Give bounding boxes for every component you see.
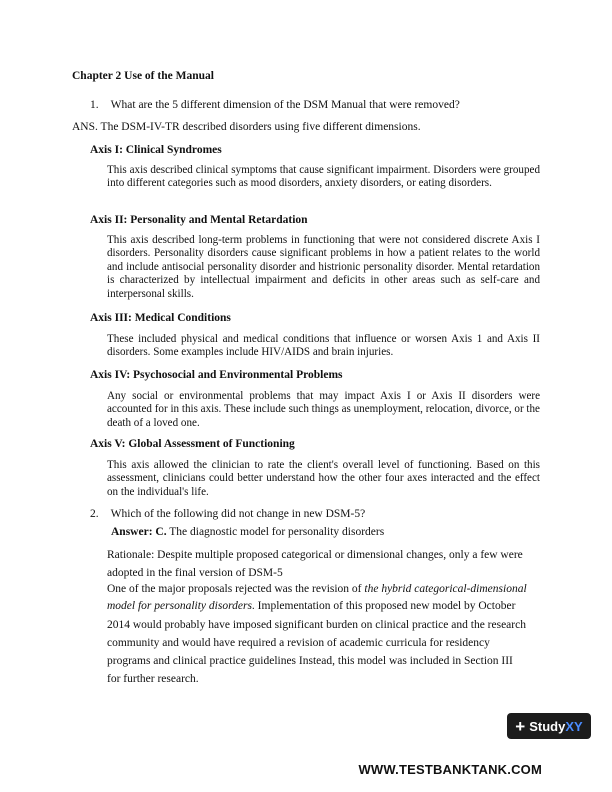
footer-url: WWW.TESTBANKTANK.COM <box>358 762 542 777</box>
rationale-word: adopted <box>107 567 144 580</box>
rationale-line: for further research. <box>107 673 199 686</box>
rationale-block <box>107 546 540 688</box>
axis-heading: Axis III: Medical Conditions <box>90 312 231 324</box>
axis-heading: Axis IV: Psychosocial and Environmental Problems <box>90 369 343 381</box>
axis-description: This axis allowed the clinician to rate the client's overall level of functioning. Based on this assessment, clinicians could better understand how the other four axes interacted and the effect on the individual's life. <box>107 459 540 498</box>
rationale-line-justified <box>107 564 540 582</box>
rationale-line: programs and clinical practice guidelines Instead, this model was included in Section III <box>107 655 513 668</box>
axis-heading: Axis I: Clinical Syndromes <box>90 144 222 156</box>
chapter-title: Chapter 2 Use of the Manual <box>72 70 214 82</box>
rationale-italic-text: model for personality disorders <box>107 600 252 613</box>
rationale-line <box>107 597 540 615</box>
rationale-text: . Implementation of this proposed new model by October <box>251 600 516 613</box>
rationale-italic-text: the hybrid categorical-dimensional <box>364 583 527 596</box>
rationale-word: of <box>235 567 246 580</box>
question-text: What are the 5 different dimension of the DSM Manual that were removed? <box>110 99 460 111</box>
axis-heading: Axis V: Global Assessment of Functioning <box>90 438 295 450</box>
axis-description: This axis described long-term problems in functioning that were not considered discrete Axis I disorders. Personality disorders cause significant problems in how a patient relates to the world and include antisocial personality disorder and histrionic personality disorder. Mental retardation is characterized by intellectual impairment and deficits in other areas such as self-care and interpersonal skills. <box>107 234 540 300</box>
rationale-line <box>107 582 540 597</box>
question-number: 1. <box>90 99 99 111</box>
rationale-word: final <box>175 567 197 580</box>
answer-line <box>111 526 384 538</box>
answer-intro: ANS. The DSM-IV-TR described disorders using five different dimensions. <box>72 121 421 133</box>
question-2 <box>90 508 365 520</box>
rationale-word: in <box>146 567 156 580</box>
badge-brand: StudyXY <box>529 718 583 734</box>
rationale-word: version <box>199 567 233 580</box>
axis-heading: Axis II: Personality and Mental Retardation <box>90 214 308 226</box>
rationale-line: 2014 would probably have imposed significant burden on clinical practice and the research <box>107 618 526 631</box>
rationale-word: the <box>158 567 173 580</box>
question-text: Which of the following did not change in new DSM-5? <box>110 508 366 520</box>
answer-text: The diagnostic model for personality disorders <box>166 526 385 538</box>
question-number: 2. <box>90 508 99 520</box>
plus-icon: + <box>515 716 526 736</box>
rationale-line: Rationale: Despite multiple proposed categorical or dimensional changes, only a few were <box>107 549 523 561</box>
axis-description: These included physical and medical conditions that influence or worsen Axis 1 and Axis II disorders. Some examples include HIV/AIDS and brain injuries. <box>107 333 540 359</box>
question-1 <box>90 99 460 111</box>
answer-label: Answer: C. <box>111 526 167 538</box>
rationale-word: DSM-5 <box>248 567 283 580</box>
axis-description: This axis described clinical symptoms that cause significant impairment. Disorders were grouped into different categories such as mood disorders, anxiety disorders, or eating disorders. <box>107 164 540 190</box>
rationale-line: community and would have required a revision of academic curricula for residency <box>107 636 490 649</box>
axis-description: Any social or environmental problems that may impact Axis I or Axis II disorders were accounted for in this axis. These include such things as unemployment, relocation, divorce, or the death of a loved one. <box>107 390 540 429</box>
rationale-text: One of the major proposals rejected was the revision of <box>107 583 365 596</box>
studyxy-badge[interactable] <box>507 713 591 739</box>
